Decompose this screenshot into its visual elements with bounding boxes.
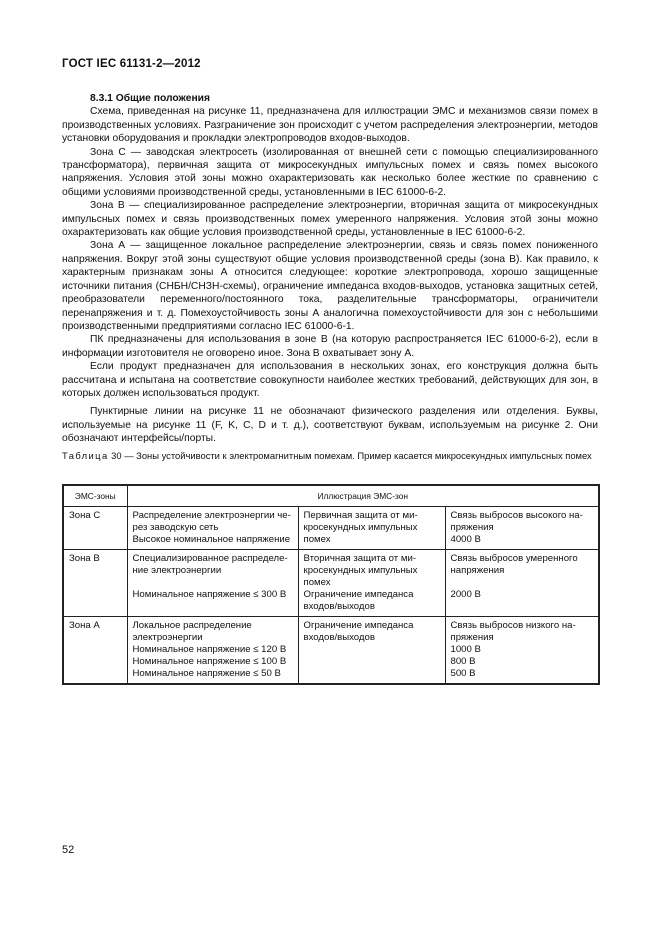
emc-zones-table <box>62 484 600 685</box>
section-body <box>62 92 598 446</box>
cell-line: 2000 В <box>450 589 481 600</box>
table-row <box>63 617 599 685</box>
protection-cell <box>298 550 445 617</box>
coupling-cell <box>445 617 599 685</box>
paragraph: ПК предназначены для использования в зоне В (на которую распространяется IEC 61000-6-2), если в информации изготовителя не оговорено иное. Зона В охватывает зону А. <box>62 334 598 359</box>
paragraph: Зона С — заводская электросеть (изолированная от внешней сети с помощью специализированного трансформатора), первичная защита от микросекундных импульсных помех и связь помех высокого напряжения. Условия этой зоны можно охарактеризовать как несколько более жесткие по сравнению с общими условиями производственной среды, установленными в IEC 61000-6-2. <box>62 146 598 198</box>
cell-line: Номинальное напряжение ≤ 50 В <box>132 668 281 679</box>
paragraph: Если продукт предназначен для использования в нескольких зонах, его конструкция должна быть рассчитана и испытана на соответствие совокупности наиболее жестких требований, действующих для зон, в которых должен использоваться продукт. <box>62 361 598 399</box>
cell-line: Связь выбросов низкого напряжения <box>450 620 576 643</box>
header-emc-zones: ЭМС-зоны <box>63 485 127 507</box>
cell-spacer <box>451 577 594 589</box>
cell-line: Первичная защита от микросекундных импульных помех <box>303 510 418 545</box>
cell-spacer <box>133 577 293 589</box>
table-header-row <box>63 485 599 507</box>
cell-line: 4000 В <box>450 534 481 545</box>
cell-line: Ограничение импеданса входов/выходов <box>303 589 414 612</box>
cell-line: Специализированное распределение электроэнергии <box>132 553 288 576</box>
cell-line: Связь выбросов умеренного напряжения <box>450 553 578 576</box>
distribution-cell <box>127 550 298 617</box>
paragraph: Пунктирные линии на рисунке 11 не обозначают физического разделения или отделения. Буквы, используемые на рисунке 11 (F, K, C, D и т. д.), соответствуют буквам, используемым на рисунке 2. Они обозначают интерфейсы/порты. <box>62 406 598 445</box>
protection-cell <box>298 617 445 685</box>
table-row <box>63 550 599 617</box>
document-header: ГОСТ IEC 61131-2—2012 <box>62 58 201 70</box>
zone-name: Зона А <box>63 617 127 685</box>
protection-cell <box>298 507 445 550</box>
paragraph: Схема, приведенная на рисунке 11, предназначена для иллюстрации ЭМС и механизмов связи помех в производственных условиях. Разграничение зон происходит с учетом распределения электроэнергии, методов установки оборудования и прокладки электропроводов входов-выходов. <box>62 106 598 145</box>
coupling-cell <box>445 550 599 617</box>
cell-line: Высокое номинальное напряжение <box>132 534 291 545</box>
distribution-cell <box>127 507 298 550</box>
table-row <box>63 507 599 550</box>
table-caption <box>62 450 600 462</box>
distribution-cell <box>127 617 298 685</box>
cell-line: 500 В <box>450 668 476 679</box>
paragraph: Зона В — специализированное распределение электроэнергии, вторичная защита от микросекундных импульсных помех и связь производственных помех умеренного напряжения. Условия этой зоны можно охарактеризовать как общие условия производственной среды, установленные в IEC 61000-6-2. <box>62 200 598 239</box>
cell-line: Распределение электроэнергии через заводскую сеть <box>132 510 291 533</box>
cell-line: Связь выбросов высокого напряжения <box>450 510 583 533</box>
cell-line: Вторичная защита от микросекундных импульных помех <box>303 553 418 588</box>
coupling-cell <box>445 507 599 550</box>
cell-line: 800 В <box>450 656 476 667</box>
cell-line: Номинальное напряжение ≤ 120 В <box>132 644 287 655</box>
zone-name: Зона В <box>63 550 127 617</box>
zone-name: Зона С <box>63 507 127 550</box>
header-illustration: Иллюстрация ЭМС-зон <box>127 485 599 507</box>
cell-line: 1000 В <box>450 644 481 655</box>
cell-line: Номинальное напряжение ≤ 100 В <box>132 656 287 667</box>
paragraph: Зона А — защищенное локальное распределение электроэнергии, связь и связь помех пониженного напряжения. Вокруг этой зоны существуют общие условия производственной среды (зона В). Как правило, к характерным признакам зоны А относится следующее: короткие электропровода, хорошо защищенные источники питания (СНБН/СНЗН-схемы), ограничение импеданса входов-выходов, установка защитных сетей, преобразователи переменного/постоянного тока, разделительные трансформаторы, ограничители перенапряжения и т. д. Помехоустойчивость зоны А аналогична помехоустойчивости для зон с небольшими производственными предприятиями согласно IEC 61000-6-1. <box>62 240 598 332</box>
cell-line: Локальное распределение электроэнергии <box>132 620 252 643</box>
page-number: 52 <box>62 844 75 856</box>
table-caption-text: 30 — Зоны устойчивости к электромагнитным помехам. Пример касается микросекундных импульсных помех <box>108 450 592 461</box>
cell-line: Ограничение импеданса входов/выходов <box>303 620 414 643</box>
section-title: 8.3.1 Общие положения <box>90 93 210 104</box>
cell-line: Номинальное напряжение ≤ 300 В <box>132 589 287 600</box>
table-caption-label: Таблица <box>62 450 109 461</box>
